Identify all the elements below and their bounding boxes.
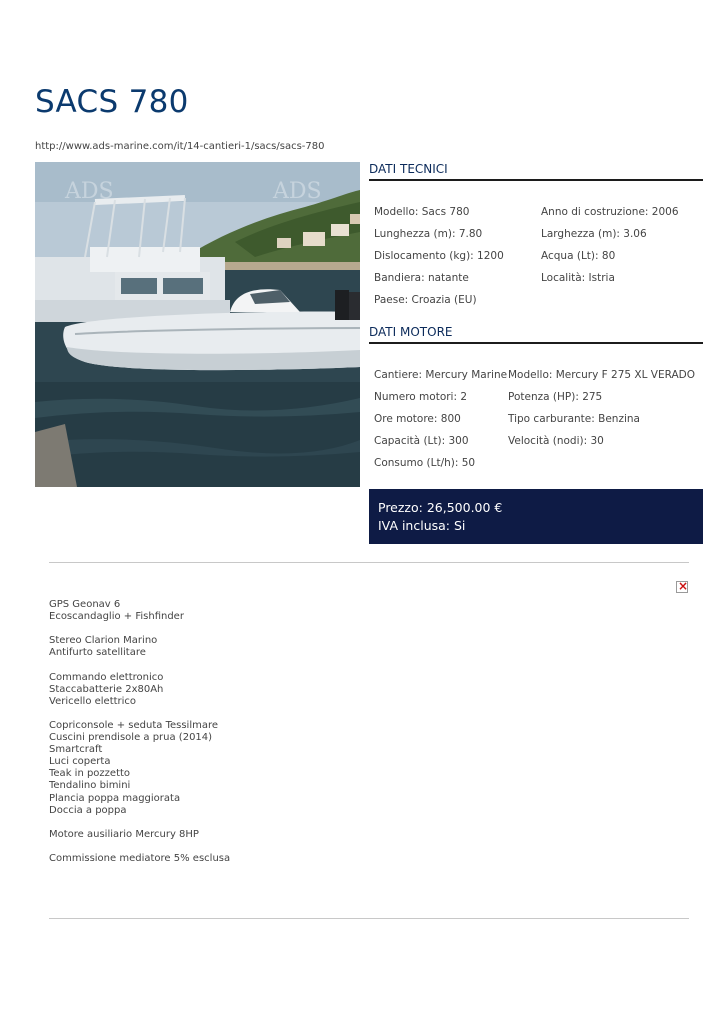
- note-line: GPS Geonav 6: [49, 599, 121, 610]
- note-line: Commando elettronico: [49, 671, 164, 683]
- spec-lunghezza: Lunghezza (m): 7.80: [374, 228, 483, 240]
- note-line: Copriconsole + seduta Tessilmare: [49, 719, 219, 731]
- listing-url[interactable]: http://www.ads-marine.com/it/14-cantieri-1/sacs/sacs-780: [35, 141, 325, 152]
- spec-modello: Modello: Sacs 780: [374, 206, 470, 218]
- spec-velocita: Velocità (nodi): 30: [508, 435, 604, 447]
- broken-image-icon: [676, 581, 688, 593]
- note-line: Stereo Clarion Marino: [49, 635, 158, 647]
- note-line: Luci coperta: [49, 756, 111, 768]
- spec-larghezza: Larghezza (m): 3.06: [541, 228, 647, 240]
- spec-bandiera: Bandiera: natante: [374, 272, 469, 284]
- spec-numero-motori: Numero motori: 2: [374, 391, 468, 403]
- divider-top: [49, 562, 689, 563]
- spec-acqua: Acqua (Lt): 80: [541, 250, 616, 262]
- note-line: Vericello elettrico: [49, 695, 137, 707]
- note-line: Antifurto satellitare: [49, 647, 146, 659]
- price-value: Prezzo: 26,500.00 €: [378, 500, 503, 515]
- note-line: Motore ausiliario Mercury 8HP: [49, 828, 199, 840]
- equipment-notes: [49, 599, 549, 865]
- spec-dislocamento: Dislocamento (kg): 1200: [374, 250, 504, 262]
- note-line: Tendalino bimini: [49, 780, 131, 792]
- spec-ore-motore: Ore motore: 800: [374, 413, 461, 425]
- spec-capacita: Capacità (Lt): 300: [374, 435, 469, 447]
- spec-paese: Paese: Croazia (EU): [374, 294, 477, 306]
- price-box: [369, 489, 703, 544]
- page-title: SACS 780: [35, 84, 189, 120]
- note-line: Ecoscandaglio + Fishfinder: [49, 611, 184, 623]
- note-line: Doccia a poppa: [49, 804, 127, 816]
- note-line: Staccabatterie 2x80Ah: [49, 683, 164, 695]
- boat-photo: [35, 162, 360, 487]
- vat-info: IVA inclusa: Si: [378, 518, 466, 533]
- spec-anno: Anno di costruzione: 2006: [541, 206, 679, 218]
- dati-motore-heading: DATI MOTORE: [369, 325, 703, 344]
- note-line: Teak in pozzetto: [49, 768, 131, 780]
- divider-bottom: [49, 918, 689, 919]
- dati-tecnici-heading: DATI TECNICI: [369, 162, 703, 181]
- spec-cantiere: Cantiere: Mercury Marine: [374, 369, 508, 381]
- watermark-text-right: ADS: [273, 179, 322, 204]
- spec-consumo: Consumo (Lt/h): 50: [374, 457, 476, 469]
- spec-potenza: Potenza (HP): 275: [508, 391, 603, 403]
- spec-carburante: Tipo carburante: Benzina: [508, 413, 640, 425]
- spec-localita: Località: Istria: [541, 272, 615, 284]
- note-line: Smartcraft: [49, 744, 103, 756]
- watermark-text-left: ADS: [65, 179, 114, 204]
- note-line: Plancia poppa maggiorata: [49, 792, 181, 804]
- spec-modello-motore: Modello: Mercury F 275 XL VERADO: [508, 369, 696, 381]
- note-line: Commissione mediatore 5% esclusa: [49, 852, 231, 864]
- note-line: Cuscini prendisole a prua (2014): [49, 732, 213, 744]
